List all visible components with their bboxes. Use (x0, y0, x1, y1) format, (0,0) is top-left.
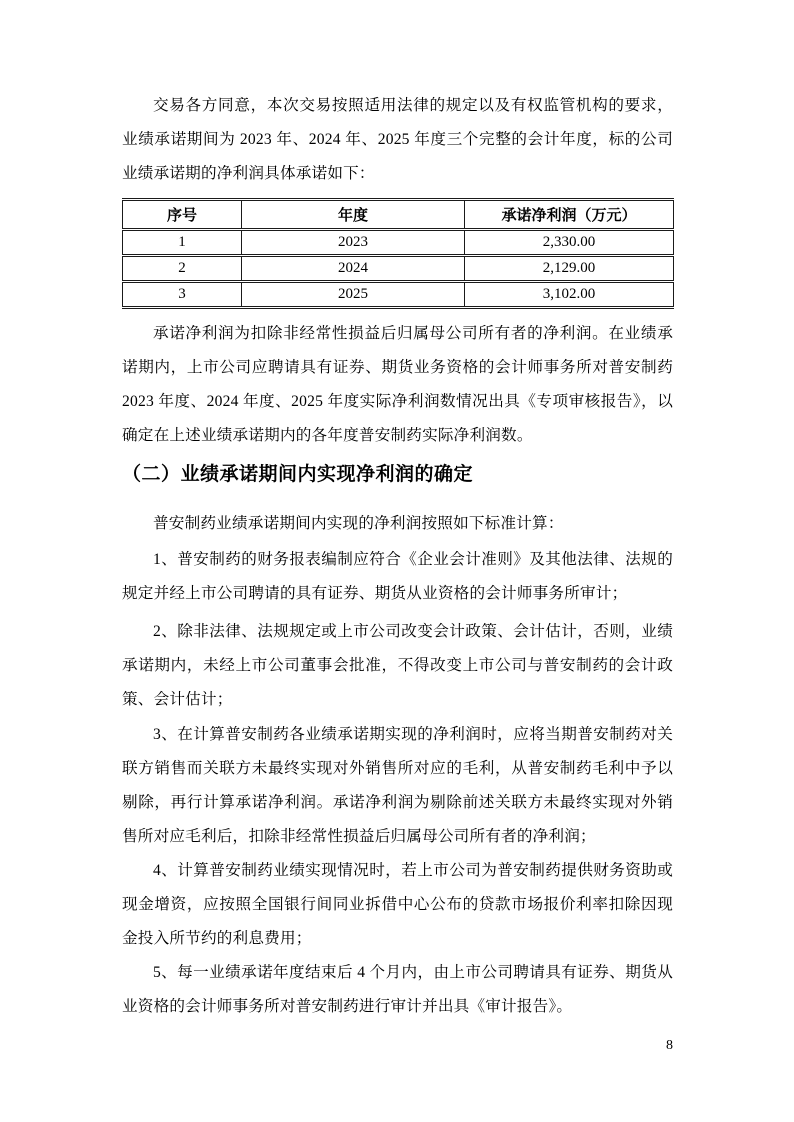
list-item: 2、除非法律、法规规定或上市公司改变会计政策、会计估计，否则，业绩承诺期内，未经上市公司董事会批准，不得改变上市公司与普安制药的会计政策、会计估计； (122, 623, 673, 708)
table-cell-seq: 1 (123, 230, 242, 256)
table-header-seq: 序号 (123, 200, 242, 230)
section-intro-paragraph: 普安制药业绩承诺期间内实现的净利润按照如下标准计算： (153, 515, 564, 532)
document-content (122, 0, 673, 1024)
table-cell-year: 2025 (242, 282, 465, 308)
table-cell-profit: 2,330.00 (465, 230, 674, 256)
table-cell-profit: 3,102.00 (465, 282, 674, 308)
table-row (123, 256, 674, 282)
section-heading: （二）业绩承诺期间内实现净利润的确定 (122, 464, 474, 485)
page-number: 8 (666, 1038, 673, 1053)
table-cell-profit: 2,129.00 (465, 256, 674, 282)
list-item: 4、计算普安制药业绩实现情况时，若上市公司为普安制药提供财务资助或现金增资，应按照全国银行间同业拆借中心公布的贷款市场报价利率扣除因现金投入所节约的利息费用； (122, 862, 673, 947)
commitment-table (122, 198, 674, 309)
list-item: 5、每一业绩承诺年度结束后 4 个月内，由上市公司聘请具有证券、期货从业资格的会计师事务所对普安制药进行审计并出具《审计报告》。 (122, 964, 673, 1015)
table-header-row (123, 200, 674, 230)
table-cell-seq: 3 (123, 282, 242, 308)
table-row (123, 282, 674, 308)
table-cell-year: 2023 (242, 230, 465, 256)
table-header-year: 年度 (242, 200, 465, 230)
table-cell-year: 2024 (242, 256, 465, 282)
table-row (123, 230, 674, 256)
table-cell-seq: 2 (123, 256, 242, 282)
table-header-profit: 承诺净利润（万元） (465, 200, 674, 230)
list-item: 3、在计算普安制药各业绩承诺期实现的净利润时，应将当期普安制药对关联方销售而关联方未最终实现对外销售所对应的毛利，从普安制药毛利中予以剔除，再行计算承诺净利润。承诺净利润为剔除前述关联方未最终实现对外销售所对应毛利后，扣除非经常性损益后归属母公司所有者的净利润； (122, 726, 673, 845)
after-table-paragraph: 承诺净利润为扣除非经常性损益后归属母公司所有者的净利润。在业绩承诺期内，上市公司应聘请具有证券、期货业务资格的会计师事务所对普安制药 2023 年度、2024 年度、2025 年度实际净利润数情况出具《专项审核报告》，以确定在上述业绩承诺期内的各年度普安制药实际净利润数。 (122, 325, 673, 444)
list-item: 1、普安制药的财务报表编制应符合《企业会计准则》及其他法律、法规的规定并经上市公司聘请的具有证券、期货从业资格的会计师事务所审计； (122, 551, 673, 602)
intro-paragraph: 交易各方同意，本次交易按照适用法律的规定以及有权监管机构的要求，业绩承诺期间为 2023 年、2024 年、2025 年度三个完整的会计年度，标的公司业绩承诺期的净利润具体承诺如下： (122, 97, 673, 182)
